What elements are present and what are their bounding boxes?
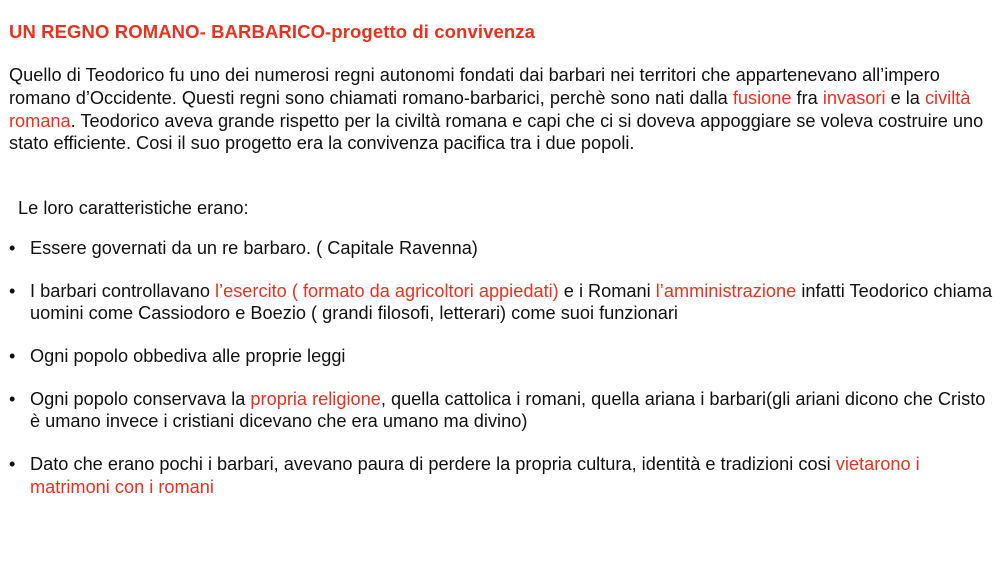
- bullet-5-text-1: Dato che erano pochi i barbari, avevano paura di perdere la propria cultura, identità e tradizioni cosi: [30, 453, 836, 474]
- bullet-icon: •: [9, 453, 16, 474]
- bullet-4-highlight-religione: propria religione: [250, 388, 381, 409]
- list-item: [9, 388, 994, 434]
- bullet-2-highlight-esercito: l’esercito ( formato da agricoltori appiedati): [215, 280, 559, 301]
- slide-title: UN REGNO ROMANO- BARBARICO-progetto di convivenza: [9, 21, 535, 42]
- bullet-2-text-1: I barbari controllavano: [30, 280, 216, 301]
- intro-text-2: fra: [791, 87, 823, 108]
- intro-paragraph: [9, 64, 994, 155]
- intro-text-1: Quello di Teodorico fu uno dei numerosi regni autonomi fondati dai barbari nei territori che appartenevano all’impero romano d’Occidente. Questi regni sono chiamati romano-barbarici, perchè sono nati dalla: [9, 65, 940, 108]
- bullet-4-text-2: , quella cattolica i romani, quella ariana i barbari(gli ariani dicono che Cristo è umano invece i cristiani dicevano che era umano ma divino): [30, 388, 986, 432]
- bullet-icon: •: [9, 280, 16, 301]
- intro-highlight-civilta: civiltà romana: [9, 87, 971, 131]
- list-item: [9, 280, 994, 326]
- bullet-4-text-1: Ogni popolo conservava la: [30, 388, 251, 409]
- bullet-5-highlight-matrimoni: vietarono i matrimoni con i romani: [30, 453, 920, 497]
- list-item: [9, 237, 994, 260]
- intro-highlight-invasori: invasori: [822, 87, 886, 108]
- characteristics-heading: Le loro caratteristiche erano:: [13, 198, 249, 218]
- bullet-3-text: Ogni popolo obbediva alle proprie leggi: [30, 345, 346, 366]
- list-item: [9, 345, 994, 368]
- bullet-2-text-2: e i Romani: [558, 280, 656, 301]
- intro-highlight-fusione: fusione: [732, 87, 792, 108]
- bullet-2-highlight-amministrazione: l’amministrazione: [655, 280, 797, 301]
- bullet-icon: •: [9, 388, 16, 409]
- list-item: [9, 453, 994, 499]
- characteristics-list: [9, 237, 994, 518]
- bullet-icon: •: [9, 345, 16, 366]
- intro-text-4: . Teodorico aveva grande rispetto per la civiltà romana e capi che ci si doveva appoggiare se voleva costruire uno stato efficiente. Cosi il suo progetto era la convivenza pacifica tra i due popoli.: [9, 110, 984, 154]
- bullet-1-text: Essere governati da un re barbaro. ( Capitale Ravenna): [30, 238, 478, 258]
- bullet-icon: •: [9, 238, 16, 258]
- bullet-2-text-3: infatti Teodorico chiama uomini come Cassiodoro e Boezio ( grandi filosofi, letterari) come suoi funzionari: [30, 280, 993, 324]
- intro-text-3: e la: [885, 87, 925, 108]
